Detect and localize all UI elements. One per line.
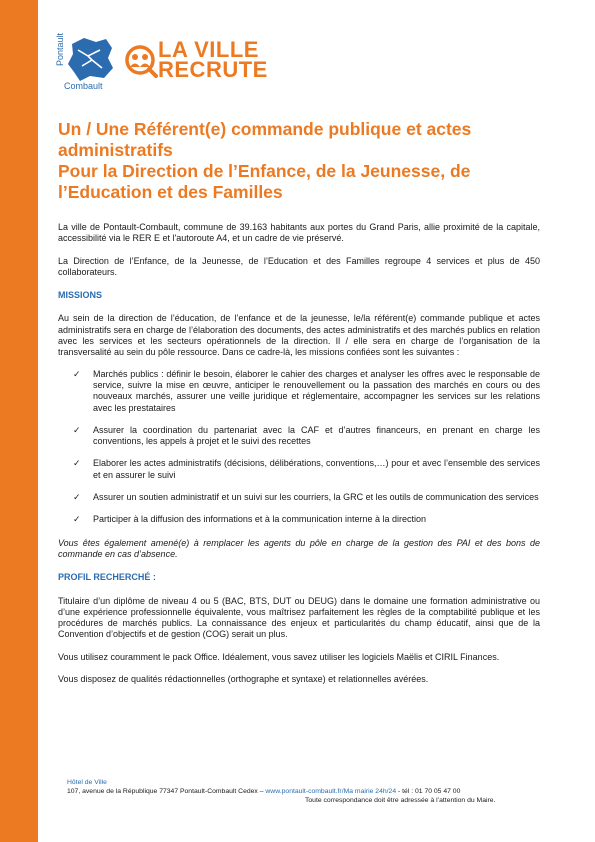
title-line-3: Pour la Direction de l’Enfance, de la Jeunesse, de [58, 161, 471, 181]
missions-list [58, 369, 540, 526]
footer-tel: - tél : 01 70 05 47 00 [396, 788, 461, 795]
list-item [58, 458, 540, 481]
document-body [58, 222, 540, 696]
title-line-1: Un / Une Référent(e) commande publique et actes [58, 119, 472, 139]
footer-hotel: Hôtel de Ville [67, 779, 107, 786]
city-map-icon [66, 36, 114, 82]
recruit-people-icon [124, 44, 158, 78]
profil-paragraph-2: Vous utilisez couramment le pack Office. Idéalement, vous savez utiliser les logiciels Maëlis et CIRIL Finances. [58, 651, 500, 662]
title-line-2: administratifs [58, 140, 173, 160]
mission-item-text: Elaborer les actes administratifs (décisions, délibérations, conventions,…) pour et avec l’ensemble des services et en assurer le suivi [93, 458, 540, 480]
missions-note: Vous êtes également amené(e) à remplacer les agents du pôle en charge de la gestion des PAI et des bons de commande en cas d’absence. [58, 537, 540, 559]
profil-paragraph-3: Vous disposez de qualités rédactionnelles (orthographe et syntaxe) et relationnelles avérées. [58, 674, 429, 685]
brand-line-2: RECRUTE [158, 57, 268, 82]
profil-heading: PROFIL RECHERCHÉ : [58, 572, 156, 583]
list-item [58, 425, 540, 448]
logo-vertical-text: Pontault [55, 33, 65, 67]
list-item [58, 369, 540, 414]
logo-bottom-text: Combault [64, 81, 103, 91]
orange-sidebar-band [0, 0, 38, 842]
mission-item-text: Assurer un soutien administratif et un suivi sur les courriers, la GRC et les outils de communication des services [93, 492, 539, 503]
intro-paragraph-2: La Direction de l’Enfance, de la Jeunesse, de l’Education et des Familles regroupe 4 services et plus de 450 collaborateurs. [58, 255, 540, 277]
mission-item-text: Assurer la coordination du partenariat avec la CAF et d’autres financeurs, en prenant en charge les conventions, les appels à projet et le suivi des recettes [93, 424, 540, 447]
footer-note: Toute correspondance doit être adressée à l’attention du Maire. [305, 797, 496, 804]
job-title-block [58, 119, 548, 203]
page-footer [67, 778, 495, 805]
title-line-4: l’Education et des Familles [58, 182, 283, 202]
checkmark-icon: ✓ [73, 458, 81, 469]
footer-address: 107, avenue de la République 77347 Pontault-Combault Cedex – [67, 788, 266, 795]
checkmark-icon: ✓ [73, 424, 81, 435]
checkmark-icon: ✓ [73, 514, 81, 525]
checkmark-icon: ✓ [73, 492, 81, 503]
footer-url-link[interactable]: www.pontault-combault.fr/Ma mairie 24h/24 [265, 788, 397, 795]
missions-heading: MISSIONS [58, 290, 103, 301]
brand-line-1: LA VILLE [158, 37, 259, 62]
profil-paragraph-1: Titulaire d’un diplôme de niveau 4 ou 5 (BAC, BTS, DUT ou DEUG) dans le domaine une formation administrative ou d’une expérience professionnelle équivalente, vous maîtrisez parfaitement les règles de la comptabilité publique et les procédures de marchés publics. La connaissance des enjeux et particularités du champ éducatif, ainsi que de la Convention d’objectifs et de gestion (COG) serait un plus. [58, 595, 540, 640]
intro-paragraph-1: La ville de Pontault-Combault, commune de 39.163 habitants aux portes du Grand Paris, allie proximité de la capitale, accessibilité via le RER E et l'autoroute A4, et un cadre de vie préservé. [58, 222, 540, 244]
mission-item-text: Marchés publics : définir le besoin, élaborer le cahier des charges et analyser les offres avec le responsable de service, suivre la mise en œuvre, anticiper le renouvellement ou la passation des marchés en cours ou des nouveaux marchés, assurer une veille juridique et réglementaire, accompagner les services sur les relations avec les prestataires [93, 368, 540, 413]
list-item [58, 492, 540, 503]
checkmark-icon: ✓ [73, 368, 81, 379]
list-item [58, 514, 540, 525]
missions-intro: Au sein de la direction de l’éducation, de l’enfance et de la jeunesse, le/la référent(e) commande publique et actes administratifs sera en charge de l’élaboration des documents, des actes administratifs et des marchés publics en relation avec les services et les secteurs opérationnels de la direction. Il / elle sera en charge de l’organisation de la transversalité au sein du pôle ressource. Dans ce cadre-là, les missions confiées sont les suivantes : [58, 313, 540, 358]
footer-address-line [67, 787, 495, 796]
mission-item-text: Participer à la diffusion des informations et à la communication interne à la direction [93, 514, 427, 525]
